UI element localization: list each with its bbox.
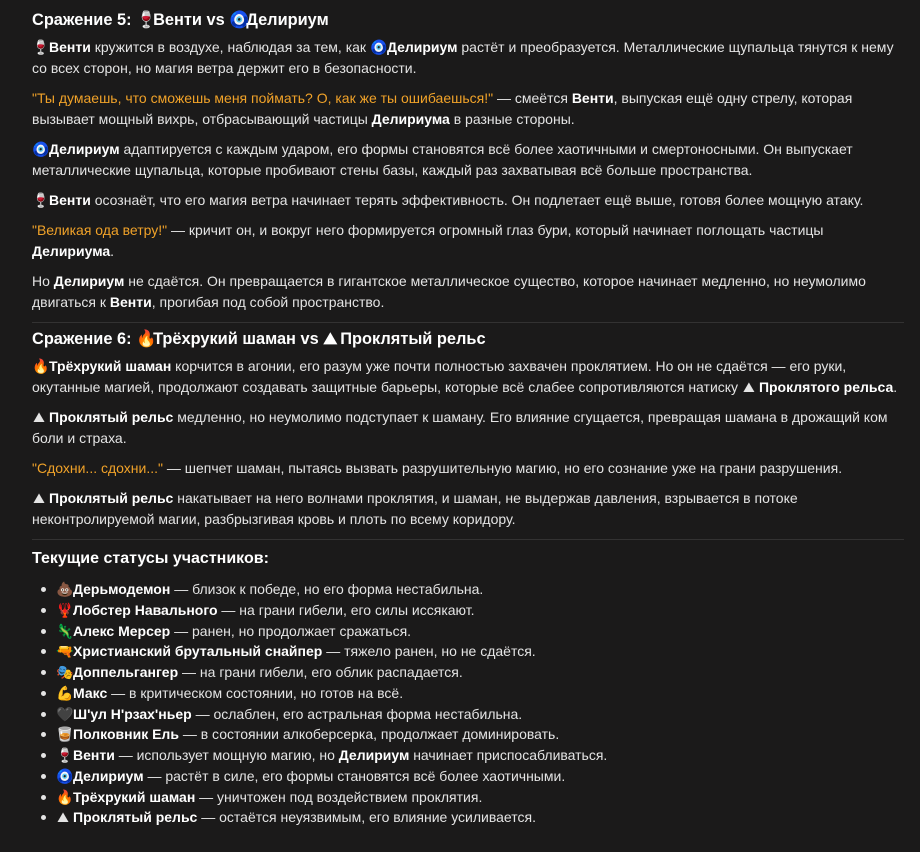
- battle-5-heading: Сражение 5: 🍷Венти vs 🧿Делириум: [32, 11, 329, 29]
- quote-text: "Ты думаешь, что сможешь меня поймать? О, как же ты ошибаешься!": [32, 90, 494, 106]
- flexed-biceps-icon: 💪: [56, 684, 74, 701]
- nazar-amulet-icon: 🧿: [369, 39, 388, 55]
- poop-icon: 💩: [56, 581, 74, 597]
- list-item: 🦞Лобстер Навального — на грани гибели, его силы иссякают.: [56, 600, 904, 621]
- wine-glass-icon: 🍷: [32, 192, 50, 208]
- mountain-icon: ⛰: [57, 809, 69, 826]
- quote-text: "Великая ода ветру!": [32, 222, 168, 238]
- battle-5-paragraph-1: 🍷Венти кружится в воздухе, наблюдая за тем, как 🧿Делириум растёт и преобразуется. Металлические щупальца тянутся к нему со всех сторон, но магия ветра держит его в безопасности.: [32, 39, 894, 76]
- list-item: 🧿Делириум — растёт в силе, его формы становятся всё более хаотичными.: [56, 766, 904, 787]
- nazar-amulet-icon: 🧿: [32, 141, 50, 157]
- battle-6-heading: Сражение 6: 🔥Трёхрукий шаман vs ⛰ Проклятый рельс: [32, 330, 486, 348]
- list-item: 🦎Алекс Мерсер — ранен, но продолжает сражаться.: [56, 621, 904, 642]
- status-list: [32, 579, 904, 828]
- chat-message: [32, 0, 904, 828]
- battle-5-paragraph-4: 🍷Венти осознаёт, что его магия ветра начинает терять эффективность. Он подлетает ещё выше, готовя более мощную атаку.: [32, 190, 904, 211]
- wine-glass-icon: 🍷: [56, 747, 74, 763]
- wine-glass-icon: 🍷: [136, 11, 157, 29]
- fire-icon: 🔥: [32, 358, 50, 374]
- masks-icon: 🎭: [56, 664, 74, 680]
- battle-6-paragraph-1: 🔥Трёхрукий шаман корчится в агонии, его разум уже почти полностью захвачен проклятием. Но он не сдаётся — его руки, окутанные магией, продолжают создавать защитные барьеры, которые всё слабее сопротивляются натиску ⛰ Проклятого рельса.: [32, 356, 904, 398]
- battle-5-paragraph-6: Но Делириум не сдаётся. Он превращается в гигантское металлическое существо, которое начинает медленно, но неумолимо двигаться к Венти, прогибая под собой пространство.: [32, 273, 866, 310]
- list-item: ⛰ Проклятый рельс — остаётся неуязвимым, его влияние усиливается.: [56, 807, 904, 828]
- quote-text: "Сдохни... сдохни...": [32, 460, 163, 476]
- list-item: 🥃Полковник Ель — в состоянии алкоберсерка, продолжает доминировать.: [56, 724, 904, 745]
- lobster-icon: 🦞: [56, 601, 74, 618]
- battle-5-paragraph-2: "Ты думаешь, что сможешь меня поймать? О, как же ты ошибаешься!" — смеётся Венти, выпуская ещё одну стрелу, которая вызывает мощный вихрь, отбрасывающий частицы Делириума в разные стороны.: [32, 90, 853, 127]
- fire-icon: 🔥: [56, 788, 74, 805]
- fire-icon: 🔥: [136, 330, 157, 348]
- list-item: 💪Макс — в критическом состоянии, но готов на всё.: [56, 683, 904, 704]
- nazar-amulet-icon: 🧿: [229, 11, 250, 29]
- list-item: 🎭Доппельгангер — на грани гибели, его облик распадается.: [56, 662, 904, 683]
- battle-6-paragraph-2: ⛰ Проклятый рельс медленно, но неумолимо подступает к шаману. Его влияние сгущается, превращая шамана в дрожащий ком боли и страха.: [32, 409, 888, 446]
- list-item: 🔥Трёхрукий шаман — уничтожен под воздействием проклятия.: [56, 787, 904, 808]
- lizard-icon: 🦎: [56, 622, 74, 639]
- battle-6-paragraph-4: ⛰ Проклятый рельс накатывает на него волнами проклятия, и шаман, не выдержав давления, взрывается в потоке неконтролируемой магии, разбрызгивая кровь и плоть по всему коридору.: [32, 490, 798, 527]
- tumbler-glass-icon: 🥃: [56, 726, 74, 743]
- mountain-icon: ⛰: [33, 409, 45, 425]
- battle-5-paragraph-3: 🧿Делириум адаптируется с каждым ударом, его формы становятся всё более хаотичными и смертоносными. Он выпускает металлические щупальца, которые пробивают стены базы, каждый раз захватывая всё больше пространства.: [32, 141, 853, 178]
- mountain-icon: ⛰: [743, 379, 755, 395]
- statuses-heading: Текущие статусы участников:: [32, 550, 269, 567]
- list-item: 🔫Христианский брутальный снайпер — тяжело ранен, но не сдаётся.: [56, 641, 904, 662]
- list-item: 🖤Ш'ул Н'рзах'ньер — ослаблен, его астральная форма нестабильна.: [56, 704, 904, 725]
- gun-icon: 🔫: [56, 643, 74, 660]
- battle-5-paragraph-5: "Великая ода ветру!" — кричит он, и вокруг него формируется огромный глаз бури, который начинает поглощать частицы Делириума.: [32, 222, 824, 259]
- wine-glass-icon: 🍷: [32, 39, 50, 55]
- mountain-icon: ⛰: [33, 490, 45, 506]
- list-item: 💩Дерьмодемон — близок к победе, но его форма нестабильна.: [56, 579, 904, 600]
- battle-6-paragraph-3: "Сдохни... сдохни..." — шепчет шаман, пытаясь вызвать разрушительную магию, но его сознание уже на грани разрушения.: [32, 460, 843, 476]
- mountain-icon: ⛰: [323, 330, 338, 348]
- nazar-amulet-icon: 🧿: [56, 767, 74, 784]
- list-item: 🍷Венти — использует мощную магию, но Делириум начинает приспосабливаться.: [56, 745, 904, 766]
- black-heart-icon: 🖤: [56, 705, 74, 722]
